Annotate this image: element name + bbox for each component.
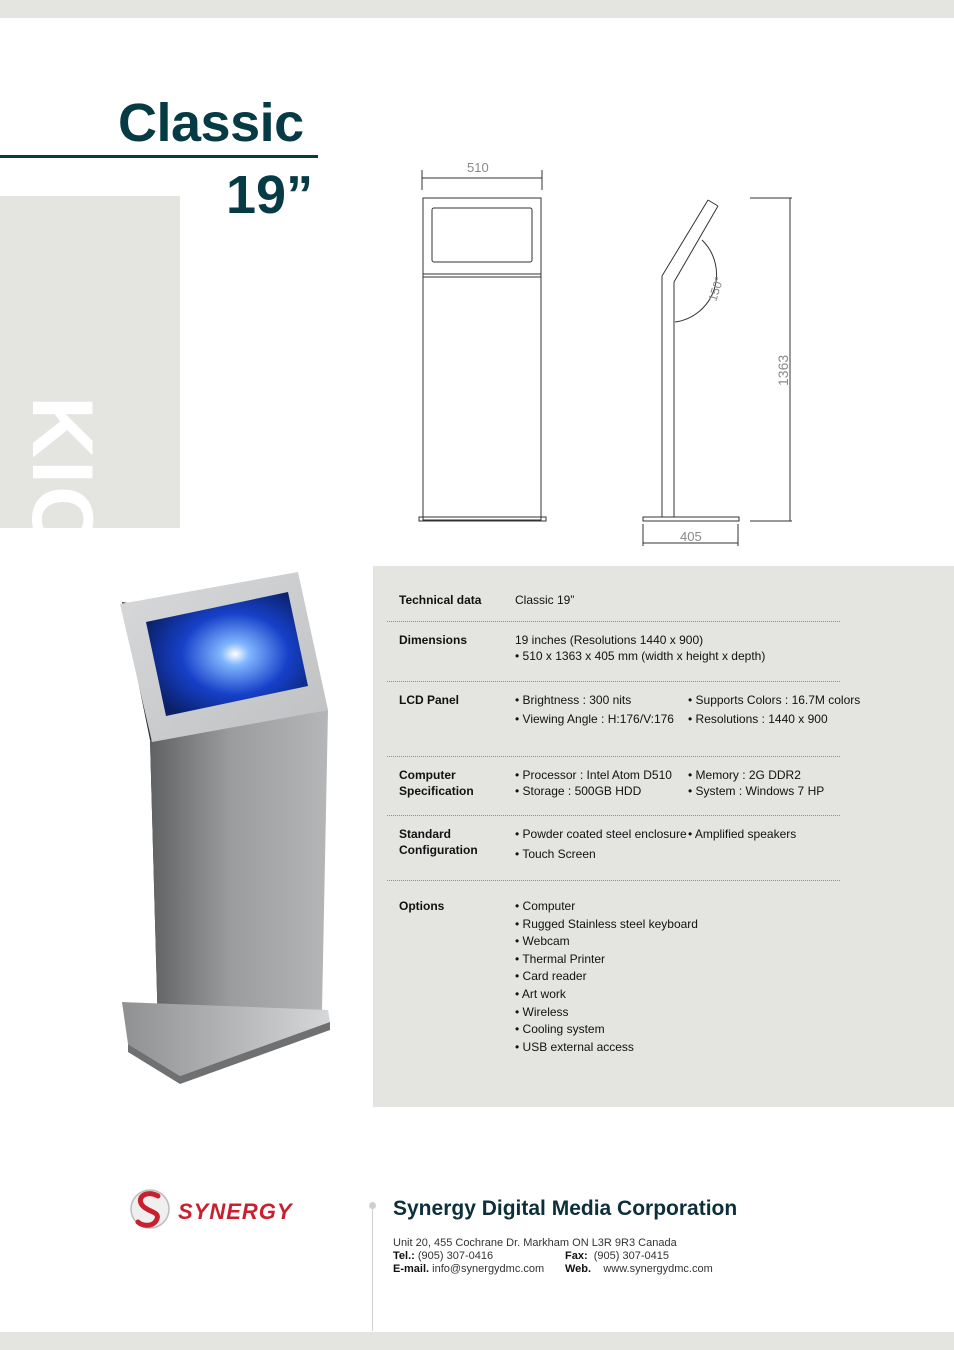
spec-value-lcd-brightness: • Brightness : 300 nits bbox=[515, 693, 632, 707]
contact-line-email: E-mail. info@synergydmc.com bbox=[393, 1263, 545, 1275]
list-item: • Thermal Printer bbox=[515, 951, 606, 966]
logo-wordmark: SYNERGY bbox=[178, 1199, 293, 1224]
technical-drawing bbox=[400, 150, 820, 555]
footer-divider-dot bbox=[369, 1202, 376, 1209]
width-dimension-label: 510 bbox=[467, 160, 489, 175]
spec-value-dimensions-1: 19 inches (Resolutions 1440 x 900) bbox=[515, 633, 704, 647]
spec-label-options: Options bbox=[399, 899, 445, 913]
synergy-logo bbox=[128, 1186, 348, 1232]
spec-row-standard bbox=[387, 816, 840, 881]
company-address: Unit 20, 455 Cochrane Dr. Markham ON L3R 9R3 Canada bbox=[393, 1237, 677, 1249]
contact-line-phone: Tel.: (905) 307-0416 bbox=[393, 1250, 494, 1262]
list-item: • Card reader bbox=[515, 969, 587, 984]
spec-value-lcd-viewing: • Viewing Angle : H:176/V:176 bbox=[515, 712, 674, 726]
list-item: • Wireless bbox=[515, 1004, 569, 1019]
list-item: • Rugged Stainless steel keyboard bbox=[515, 916, 698, 931]
spec-label-standard: Standard Configuration bbox=[399, 827, 478, 857]
height-dimension-label: 1363 bbox=[775, 354, 791, 386]
list-item: • Webcam bbox=[515, 934, 570, 949]
fax-number: (905) 307-0415 bbox=[593, 1250, 669, 1262]
spec-value-touch: • Touch Screen bbox=[515, 847, 596, 861]
contact-line-web: Web. www.synergydmc.com bbox=[565, 1263, 713, 1275]
spec-row-dimensions bbox=[387, 622, 840, 682]
list-item: • Computer bbox=[515, 899, 576, 913]
contact-line-fax: Fax: (905) 307-0415 bbox=[565, 1250, 669, 1262]
list-item: • Cooling system bbox=[515, 1022, 605, 1037]
spec-value-lcd-resolution: • Resolutions : 1440 x 900 bbox=[688, 712, 828, 726]
page-title: Classic bbox=[118, 93, 304, 153]
front-view-body bbox=[423, 198, 541, 520]
company-name: Synergy Digital Media Corporation bbox=[393, 1197, 738, 1220]
front-view-screen bbox=[432, 208, 532, 262]
depth-dimension-label: 405 bbox=[680, 529, 702, 544]
spec-value-dimensions-2: • 510 x 1363 x 405 mm (width x height x depth) bbox=[515, 649, 766, 663]
footer-divider bbox=[372, 1203, 373, 1331]
title-divider bbox=[0, 155, 318, 158]
spec-value-technical: Classic 19” bbox=[515, 593, 575, 607]
spec-label-technical: Technical data bbox=[399, 593, 482, 607]
spec-value-processor: • Processor : Intel Atom D510 bbox=[515, 768, 672, 782]
side-block bbox=[0, 196, 180, 679]
list-item: • Art work bbox=[515, 986, 566, 1001]
spec-value-memory: • Memory : 2G DDR2 bbox=[688, 768, 801, 782]
spec-row-computer bbox=[387, 757, 840, 816]
kiosk-product-image bbox=[30, 560, 350, 1100]
bottom-band bbox=[0, 1332, 954, 1350]
spec-value-lcd-colors: • Supports Colors : 16.7M colors bbox=[688, 693, 861, 707]
page-subtitle-size: 19” bbox=[226, 165, 314, 225]
spec-value-enclosure: • Powder coated steel enclosure bbox=[515, 827, 687, 841]
phone-number: (905) 307-0416 bbox=[417, 1250, 494, 1262]
spec-row-options bbox=[387, 898, 840, 1068]
spec-value-storage: • Storage : 500GB HDD bbox=[515, 784, 642, 798]
spec-label-computer: Computer Specification bbox=[399, 768, 474, 798]
email-link[interactable]: info@synergydmc.com bbox=[432, 1263, 545, 1275]
side-view-base bbox=[643, 517, 739, 521]
spec-label-dimensions: Dimensions bbox=[399, 633, 468, 647]
spec-value-speakers: • Amplified speakers bbox=[688, 827, 797, 841]
kiosk-side-word: KIOSK bbox=[14, 396, 110, 679]
spec-row-technical bbox=[387, 588, 840, 622]
angle-dimension-label: 150° bbox=[705, 274, 727, 303]
website-link[interactable]: www.synergydmc.com bbox=[603, 1263, 713, 1275]
list-item: • USB external access bbox=[515, 1039, 634, 1054]
top-band bbox=[0, 0, 954, 18]
spec-value-system: • System : Windows 7 HP bbox=[688, 784, 825, 798]
spec-row-lcd bbox=[387, 682, 861, 757]
options-list bbox=[515, 898, 698, 1056]
spec-label-lcd: LCD Panel bbox=[399, 693, 460, 707]
